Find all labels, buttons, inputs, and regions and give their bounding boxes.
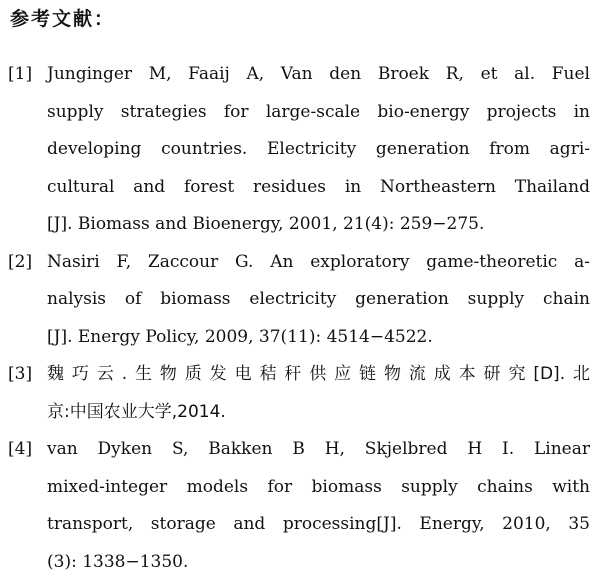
reference-line: van Dyken S, Bakken B H, Skjelbred H I. Linear xyxy=(47,439,590,459)
reference-line: nalysis of biomass electricity generation supply chain xyxy=(47,289,590,309)
reference-item-1 xyxy=(0,56,600,244)
references-heading: 参考文献： xyxy=(10,8,116,30)
reference-line: [J]. Biomass and Bioenergy, 2001, 21(4): 259−275. xyxy=(47,214,485,234)
reference-item-4 xyxy=(0,431,600,581)
reference-line: Nasiri F, Zaccour G. An exploratory game-theoretic a- xyxy=(47,251,590,272)
reference-number: [4] xyxy=(8,439,33,459)
reference-list xyxy=(0,56,600,581)
reference-line: (3): 1338−1350. xyxy=(47,551,189,572)
reference-item-2 xyxy=(0,244,600,357)
reference-line: supply strategies for large-scale bio-energy projects in xyxy=(47,101,590,122)
reference-line: 魏巧云.生物质发电秸秆供应链物流成本研究[D].北 xyxy=(47,364,590,384)
reference-line: developing countries. Electricity generation from agri- xyxy=(47,139,590,159)
reference-number: [1] xyxy=(8,64,33,84)
reference-line: transport, storage and processing[J]. Energy, 2010, 35 xyxy=(47,514,590,534)
reference-number: [3] xyxy=(8,364,33,384)
reference-line: 京:中国农业大学,2014. xyxy=(47,401,226,422)
reference-line: mixed-integer models for biomass supply chains with xyxy=(47,476,590,497)
reference-item-3 xyxy=(0,356,600,431)
reference-line: [J]. Energy Policy, 2009, 37(11): 4514−4522. xyxy=(47,326,433,347)
reference-line: cultural and forest residues in Northeastern Thailand xyxy=(47,176,590,197)
reference-number: [2] xyxy=(8,251,33,272)
reference-line: Junginger M, Faaij A, Van den Broek R, et al. Fuel xyxy=(47,64,590,84)
